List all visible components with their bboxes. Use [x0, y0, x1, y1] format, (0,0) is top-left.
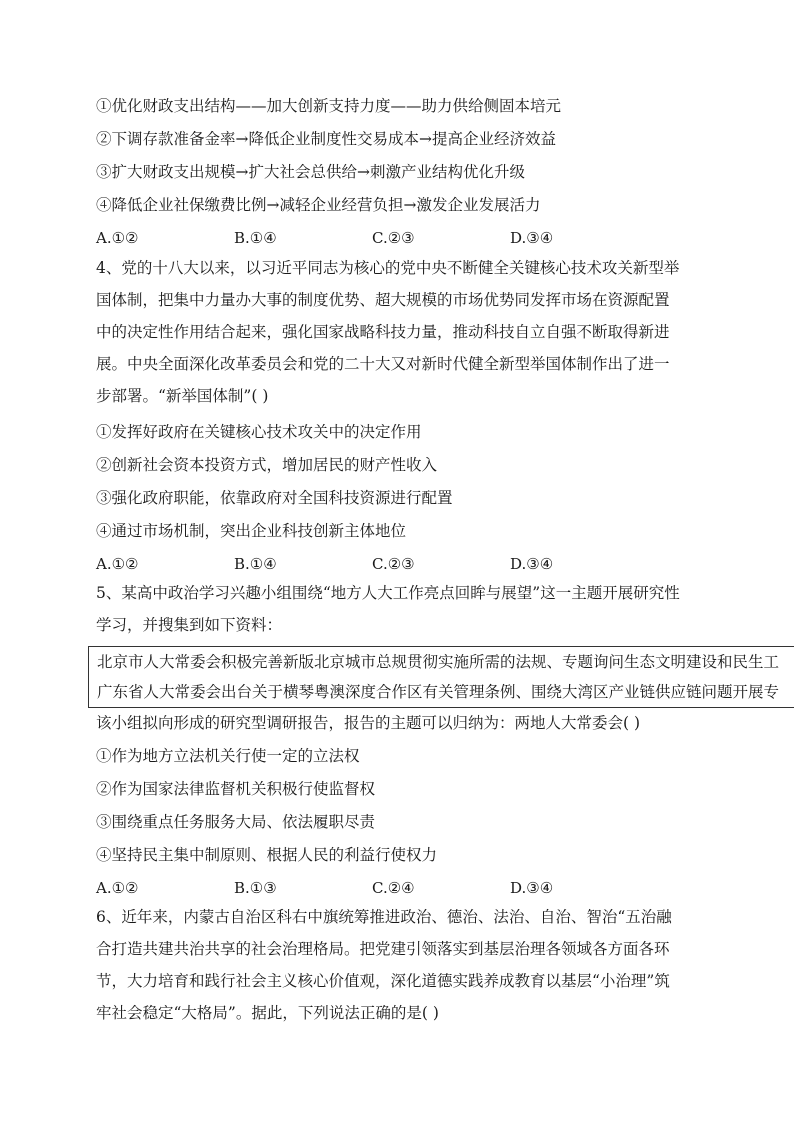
q5-material-box	[88, 646, 794, 708]
q4-stem-line-2: 国体制，把集中力量办大事的制度优势、超大规模的市场优势同发挥市场在资源配置	[96, 291, 670, 309]
q3-options	[96, 228, 696, 248]
q5-option-b: B.①③	[234, 879, 277, 897]
q3-item-2: ②下调存款准备金率→降低企业制度性交易成本→提高企业经济效益	[96, 130, 556, 148]
q4-options	[96, 554, 696, 574]
q3-item-3: ③扩大财政支出规模→扩大社会总供给→刺激产业结构优化升级	[96, 163, 525, 181]
q3-option-a: A.①②	[96, 229, 139, 247]
q3-option-b: B.①④	[234, 229, 277, 247]
q4-option-b: B.①④	[234, 555, 277, 573]
q5-option-a: A.①②	[96, 879, 139, 897]
q4-item-3: ③强化政府职能，依靠政府对全国科技资源进行配置	[96, 489, 453, 507]
q5-stem-line-2: 学习，并搜集到如下资料：	[96, 616, 283, 634]
q4-stem-line-5: 步部署。“新举国体制”( )	[96, 387, 269, 405]
q5-item-1: ①作为地方立法机关行使一定的立法权	[96, 747, 360, 765]
q4-item-1: ①发挥好政府在关键核心技术攻关中的决定作用	[96, 423, 422, 441]
q5-option-c: C.②④	[372, 879, 415, 897]
q4-option-d: D.③④	[510, 555, 554, 573]
q5-item-2: ②作为国家法律监督机关积极行使监督权	[96, 780, 376, 798]
q5-item-4: ④坚持民主集中制原则、根据人民的利益行使权力	[96, 846, 438, 864]
q6-stem-line-1: 6、近年来，内蒙古自治区科右中旗统筹推进政治、德治、法治、自治、智治“五治融	[96, 908, 672, 926]
q3-option-d: D.③④	[510, 229, 554, 247]
q4-option-a: A.①②	[96, 555, 139, 573]
q5-question: 该小组拟向形成的研究型调研报告，报告的主题可以归纳为：两地人大常委会( )	[96, 714, 641, 732]
q4-item-2: ②创新社会资本投资方式，增加居民的财产性收入	[96, 456, 438, 474]
q5-stem-line-1: 5、某高中政治学习兴趣小组围绕“地方人大工作亮点回眸与展望”这一主题开展研究性	[96, 584, 680, 602]
q5-option-d: D.③④	[510, 879, 554, 897]
q5-item-3: ③围绕重点任务服务大局、依法履职尽责	[96, 813, 376, 831]
q4-stem-line-1: 4、党的十八大以来，以习近平同志为核心的党中央不断健全关键核心技术攻关新型举	[96, 259, 680, 277]
q4-option-c: C.②③	[372, 555, 415, 573]
q6-stem-line-4: 牢社会稳定“大格局”。据此，下列说法正确的是( )	[96, 1004, 439, 1022]
q6-stem-line-2: 合打造共建共治共享的社会治理格局。把党建引领落实到基层治理各领域各方面各环	[96, 940, 670, 958]
q4-stem-line-3: 中的决定性作用结合起来，强化国家战略科技力量，推动科技自立自强不断取得新进	[96, 323, 670, 341]
q5-material-line-1: 北京市人大常委会积极完善新版北京城市总规贯彻实施所需的法规、专题询问生态文明建设和民生工	[97, 653, 780, 671]
q3-option-c: C.②③	[372, 229, 415, 247]
q3-item-4: ④降低企业社保缴费比例→减轻企业经营负担→激发企业发展活力	[96, 196, 541, 214]
q5-material-line-2: 广东省人大常委会出台关于横琴粤澳深度合作区有关管理条例、围绕大湾区产业链供应链问题开展专	[97, 683, 780, 701]
q6-stem-line-3: 节，大力培育和践行社会主义核心价值观，深化道德实践养成教育以基层“小治理”筑	[96, 972, 670, 990]
q4-item-4: ④通过市场机制，突出企业科技创新主体地位	[96, 522, 407, 540]
q3-item-1: ①优化财政支出结构——加大创新支持力度——助力供给侧固本培元	[96, 97, 562, 115]
q5-options	[96, 878, 696, 898]
q4-stem-line-4: 展。中央全面深化改革委员会和党的二十大又对新时代健全新型举国体制作出了进一	[96, 355, 670, 373]
